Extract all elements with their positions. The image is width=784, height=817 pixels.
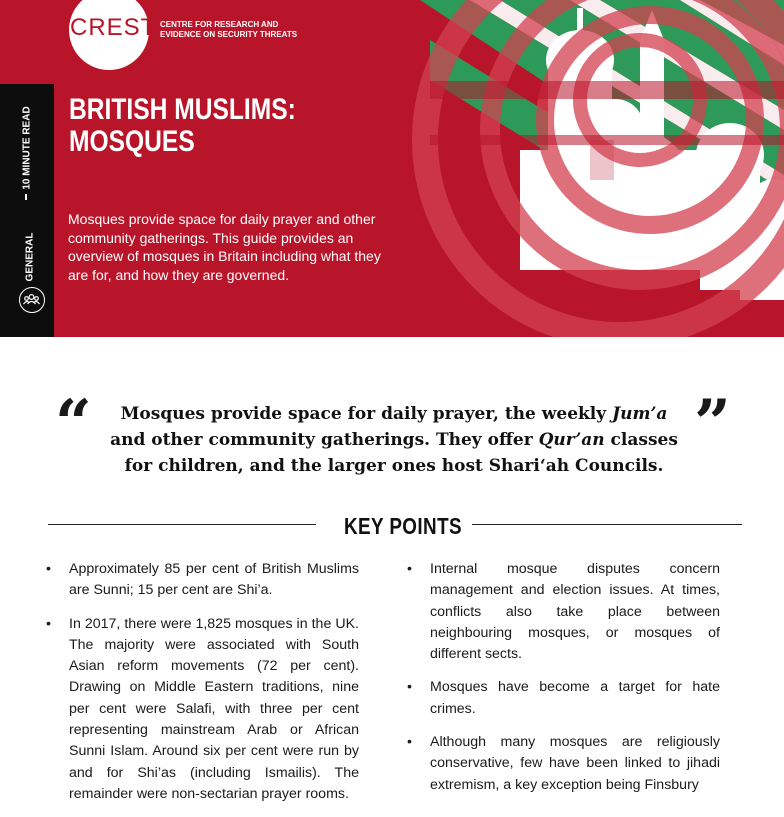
organisation-name: CENTRE FOR RESEARCH AND EVIDENCE ON SECURITY THREATS xyxy=(160,20,298,39)
list-item: • In 2017, there were 1,825 mosques in the UK. The majority were associated with South Asian reform movements (72 per cent). Drawing on Middle Eastern traditions, nine per cent were Salafi, with three per cent representing mainstream Arab or African Sunni Islam. Around six per cent were run by and for Shi’as (including Ismailis). The remainder were non-sectarian prayer rooms. xyxy=(69,614,359,806)
quote-text-1: Mosques provide space for daily prayer, the weekly xyxy=(120,404,613,424)
open-quote-icon: “ xyxy=(55,386,92,461)
heading-rule-right xyxy=(472,524,742,525)
quote-text-2: and other community gatherings. They offer xyxy=(110,430,539,450)
close-quote-icon: ” xyxy=(694,386,731,461)
list-item: • Although many mosques are religiously conservative, few have been linked to jihadi extremism, a key exception being Finsbury xyxy=(430,732,720,796)
header-banner xyxy=(0,0,784,337)
pull-quote xyxy=(108,401,680,479)
list-item: • Approximately 85 per cent of British Muslims are Sunni; 15 per cent are Shi’a. xyxy=(69,559,359,602)
sidebar-divider xyxy=(25,194,27,200)
key-points-heading: KEY POINTS xyxy=(344,513,462,539)
quote-quran: Qur’an xyxy=(538,430,605,450)
crest-logo: CREST xyxy=(70,14,157,41)
title-line-1: BRITISH MUSLIMS: xyxy=(69,93,296,126)
list-item: • Mosques have become a target for hate crimes. xyxy=(430,677,720,720)
category-label: GENERAL xyxy=(24,232,36,282)
page-title xyxy=(69,94,296,158)
quote-juma: Jum’a xyxy=(612,404,668,424)
heading-rule-left xyxy=(48,524,316,525)
title-line-2: MOSQUES xyxy=(69,125,195,158)
list-item: • Internal mosque disputes concern management and election issues. At times, conflicts also take place between neighbouring mosques, or mosques of different sects. xyxy=(430,559,720,665)
people-group-icon xyxy=(19,287,45,313)
key-points-left-column xyxy=(69,559,359,817)
read-time-label: 10 MINUTE READ xyxy=(21,106,33,190)
quote-text-3: classes for children, and the larger ones host Shari‘ah Councils. xyxy=(124,430,678,476)
intro-paragraph: Mosques provide space for daily prayer and other community gatherings. This guide provides an overview of mosques in Britain including what they are for, and how they are governed. xyxy=(68,211,381,283)
key-points-right-column xyxy=(430,559,720,808)
